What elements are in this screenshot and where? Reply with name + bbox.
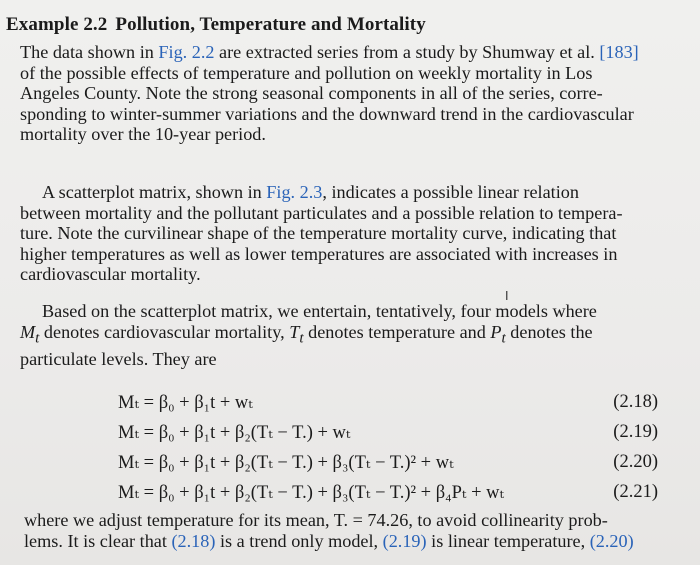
- equation-body: Mₜ = β₀ + β₁t + β₂(Tₜ − T.) + wₜ: [118, 423, 351, 443]
- equation-number: (2.19): [613, 422, 658, 442]
- equation-2-21: [118, 482, 658, 506]
- example-heading: [6, 14, 426, 36]
- example-number: Example 2.2: [6, 14, 108, 35]
- equation-number: (2.18): [613, 392, 658, 412]
- equation-number: (2.21): [613, 482, 658, 502]
- equation-2-18: [118, 392, 658, 416]
- equation-body: Mₜ = β₀ + β₁t + wₜ: [118, 393, 253, 413]
- equation-link-2-20[interactable]: (2.20): [589, 530, 634, 551]
- equation-number: (2.20): [613, 452, 658, 472]
- text-cursor-icon: I: [505, 289, 509, 303]
- paragraph-adjustment: where we adjust temperature for its mean, T. = 74.26, to avoid collinearity prob- lems. It is clear that (2.18) is a trend only model, (2.19) is linear temperature, (2.20): [24, 510, 634, 551]
- equation-2-19: [118, 422, 658, 446]
- equation-link-2-19[interactable]: (2.19): [382, 530, 427, 551]
- equation-body: Mₜ = β₀ + β₁t + β₂(Tₜ − T.) + β₃(Tₜ − T.)² + wₜ: [118, 453, 454, 473]
- paragraph-scatterplot: A scatterplot matrix, shown in Fig. 2.3, indicates a possible linear relation between mortality and the pollutant particulates and a possible relation to tempera- ture. Note the curvilinear shape of the temperature mortality curve, indicating that higher temperatures as well as lower temperatures are associated with increases in cardiovascular mortality.: [20, 182, 623, 285]
- paragraph-models: Based on the scatterplot matrix, we entertain, tentatively, four models where $M_t$ denotes cardiovascular mortality, $T_t$ denotes temperature and $P_t$ denotes the particulate levels. They are: [20, 301, 597, 369]
- citation-link-183[interactable]: [183]: [599, 42, 639, 62]
- example-title: Pollution, Temperature and Mortality: [115, 14, 426, 35]
- figure-link-2-3[interactable]: Fig. 2.3: [266, 182, 323, 202]
- equation-2-20: [118, 452, 658, 476]
- paragraph-intro: The data shown in Fig. 2.2 are extracted series from a study by Shumway et al. [183] of the possible effects of temperature and pollution on weekly mortality in Los Angeles County. Note the strong seasonal components in all of the series, corre- sponding to winter-summer variations and the downward trend in the cardiovascular mortality over the 10-year period.: [20, 42, 639, 145]
- equation-link-2-18[interactable]: (2.18): [171, 530, 216, 551]
- equation-body: Mₜ = β₀ + β₁t + β₂(Tₜ − T.) + β₃(Tₜ − T.)² + β₄Pₜ + wₜ: [118, 483, 505, 503]
- figure-link-2-2[interactable]: Fig. 2.2: [158, 42, 215, 62]
